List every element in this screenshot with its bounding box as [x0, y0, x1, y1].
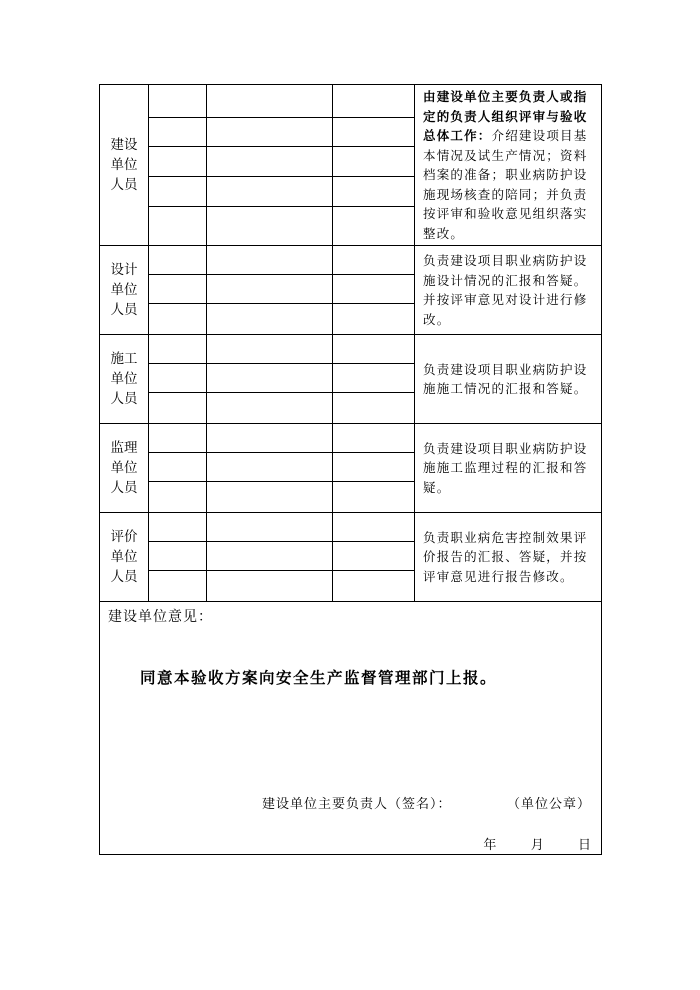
blank-cell[interactable]: [149, 117, 207, 147]
date-year: 年: [483, 838, 497, 853]
blank-cell[interactable]: [207, 335, 333, 364]
responsibility-text: 负责建设项目职业病防护设施施工监理过程的汇报和答疑。: [423, 440, 588, 495]
blank-cell[interactable]: [149, 335, 207, 364]
blank-cell[interactable]: [207, 424, 333, 453]
unit-label-line: 人员: [110, 177, 138, 193]
opinion-body: 同意本验收方案向安全生产监督管理部门上报。: [140, 669, 498, 687]
table-row: [100, 246, 602, 275]
responsibility-cell: [415, 513, 602, 602]
responsibility-text: 负责建设项目职业病防护设施施工情况的汇报和答疑。: [423, 361, 588, 396]
unit-label-line: 单位: [110, 549, 138, 565]
blank-cell[interactable]: [207, 147, 333, 177]
blank-cell[interactable]: [149, 393, 207, 424]
blank-cell[interactable]: [333, 147, 415, 177]
opinion-row: [100, 602, 602, 855]
responsibility-text: 负责建设项目职业病防护设施设计情况的汇报和答疑。并按评审意见对设计进行修改。: [423, 253, 588, 327]
unit-label-line: 监理: [110, 440, 138, 456]
unit-label-line: 人员: [110, 302, 138, 318]
blank-cell[interactable]: [207, 453, 333, 482]
blank-cell[interactable]: [149, 206, 207, 245]
blank-cell[interactable]: [333, 117, 415, 147]
blank-cell[interactable]: [207, 482, 333, 513]
blank-cell[interactable]: [207, 393, 333, 424]
blank-cell[interactable]: [333, 335, 415, 364]
seal-label: （单位公章）: [506, 797, 591, 812]
unit-label-line: 人员: [110, 391, 138, 407]
blank-cell[interactable]: [207, 571, 333, 602]
unit-label-line: 单位: [110, 157, 138, 173]
responsibility-text: 介绍建设项目基本情况及试生产情况；资料档案的准备；职业病防护设施现场核查的陪同；并负责按评审和验收意见组织落实整改。: [423, 128, 588, 241]
blank-cell[interactable]: [149, 85, 207, 118]
unit-label-line: 设计: [110, 262, 138, 278]
blank-cell[interactable]: [149, 482, 207, 513]
blank-cell[interactable]: [333, 364, 415, 393]
blank-cell[interactable]: [207, 542, 333, 571]
blank-cell[interactable]: [149, 304, 207, 335]
unit-label: [100, 85, 149, 246]
blank-cell[interactable]: [333, 513, 415, 542]
blank-cell[interactable]: [333, 177, 415, 207]
responsibility-text: 负责职业病危害控制效果评价报告的汇报、答疑，并按评审意见进行报告修改。: [423, 529, 588, 584]
blank-cell[interactable]: [149, 177, 207, 207]
unit-label-line: 施工: [110, 351, 138, 367]
unit-label: [100, 335, 149, 424]
unit-label-line: 单位: [110, 371, 138, 387]
acceptance-personnel-table: [99, 84, 602, 855]
responsibility-cell: [415, 335, 602, 424]
unit-label: [100, 513, 149, 602]
unit-label-line: 单位: [110, 282, 138, 298]
responsibility-cell: [415, 246, 602, 335]
blank-cell[interactable]: [149, 453, 207, 482]
unit-label: [100, 424, 149, 513]
blank-cell[interactable]: [333, 571, 415, 602]
blank-cell[interactable]: [149, 364, 207, 393]
blank-cell[interactable]: [333, 482, 415, 513]
blank-cell[interactable]: [333, 85, 415, 118]
blank-cell[interactable]: [149, 246, 207, 275]
unit-label: [100, 246, 149, 335]
blank-cell[interactable]: [149, 424, 207, 453]
responsibility-bold: 由建设单位主要负责人或指定的负责人组织评审与验收总体工作：: [423, 89, 588, 143]
blank-cell[interactable]: [207, 364, 333, 393]
signature-label: 建设单位主要负责人（签名）：: [262, 797, 452, 812]
blank-cell[interactable]: [149, 542, 207, 571]
blank-cell[interactable]: [207, 177, 333, 207]
unit-label-line: 建设: [110, 137, 138, 153]
blank-cell[interactable]: [333, 246, 415, 275]
blank-cell[interactable]: [207, 85, 333, 118]
blank-cell[interactable]: [333, 393, 415, 424]
blank-cell[interactable]: [333, 206, 415, 245]
blank-cell[interactable]: [149, 147, 207, 177]
blank-cell[interactable]: [333, 453, 415, 482]
blank-cell[interactable]: [207, 275, 333, 304]
table-row: [100, 335, 602, 364]
blank-cell[interactable]: [333, 542, 415, 571]
unit-label-line: 人员: [110, 569, 138, 585]
blank-cell[interactable]: [207, 246, 333, 275]
blank-cell[interactable]: [207, 117, 333, 147]
responsibility-cell: [415, 424, 602, 513]
blank-cell[interactable]: [207, 513, 333, 542]
date-day: 日: [577, 838, 591, 853]
table-row: [100, 513, 602, 542]
blank-cell[interactable]: [207, 304, 333, 335]
date-month: 月: [530, 838, 544, 853]
date-line: [483, 834, 591, 853]
blank-cell[interactable]: [333, 424, 415, 453]
table-row: [100, 424, 602, 453]
unit-label-line: 单位: [110, 460, 138, 476]
blank-cell[interactable]: [149, 571, 207, 602]
blank-cell[interactable]: [149, 513, 207, 542]
blank-cell[interactable]: [207, 206, 333, 245]
opinion-cell: [100, 602, 602, 855]
opinion-title: 建设单位意见：: [108, 609, 213, 625]
unit-label-line: 评价: [110, 529, 138, 545]
responsibility-cell: [415, 85, 602, 246]
blank-cell[interactable]: [149, 275, 207, 304]
blank-cell[interactable]: [333, 275, 415, 304]
unit-label-line: 人员: [110, 480, 138, 496]
table-row: [100, 85, 602, 118]
blank-cell[interactable]: [333, 304, 415, 335]
table-body: [100, 85, 602, 602]
